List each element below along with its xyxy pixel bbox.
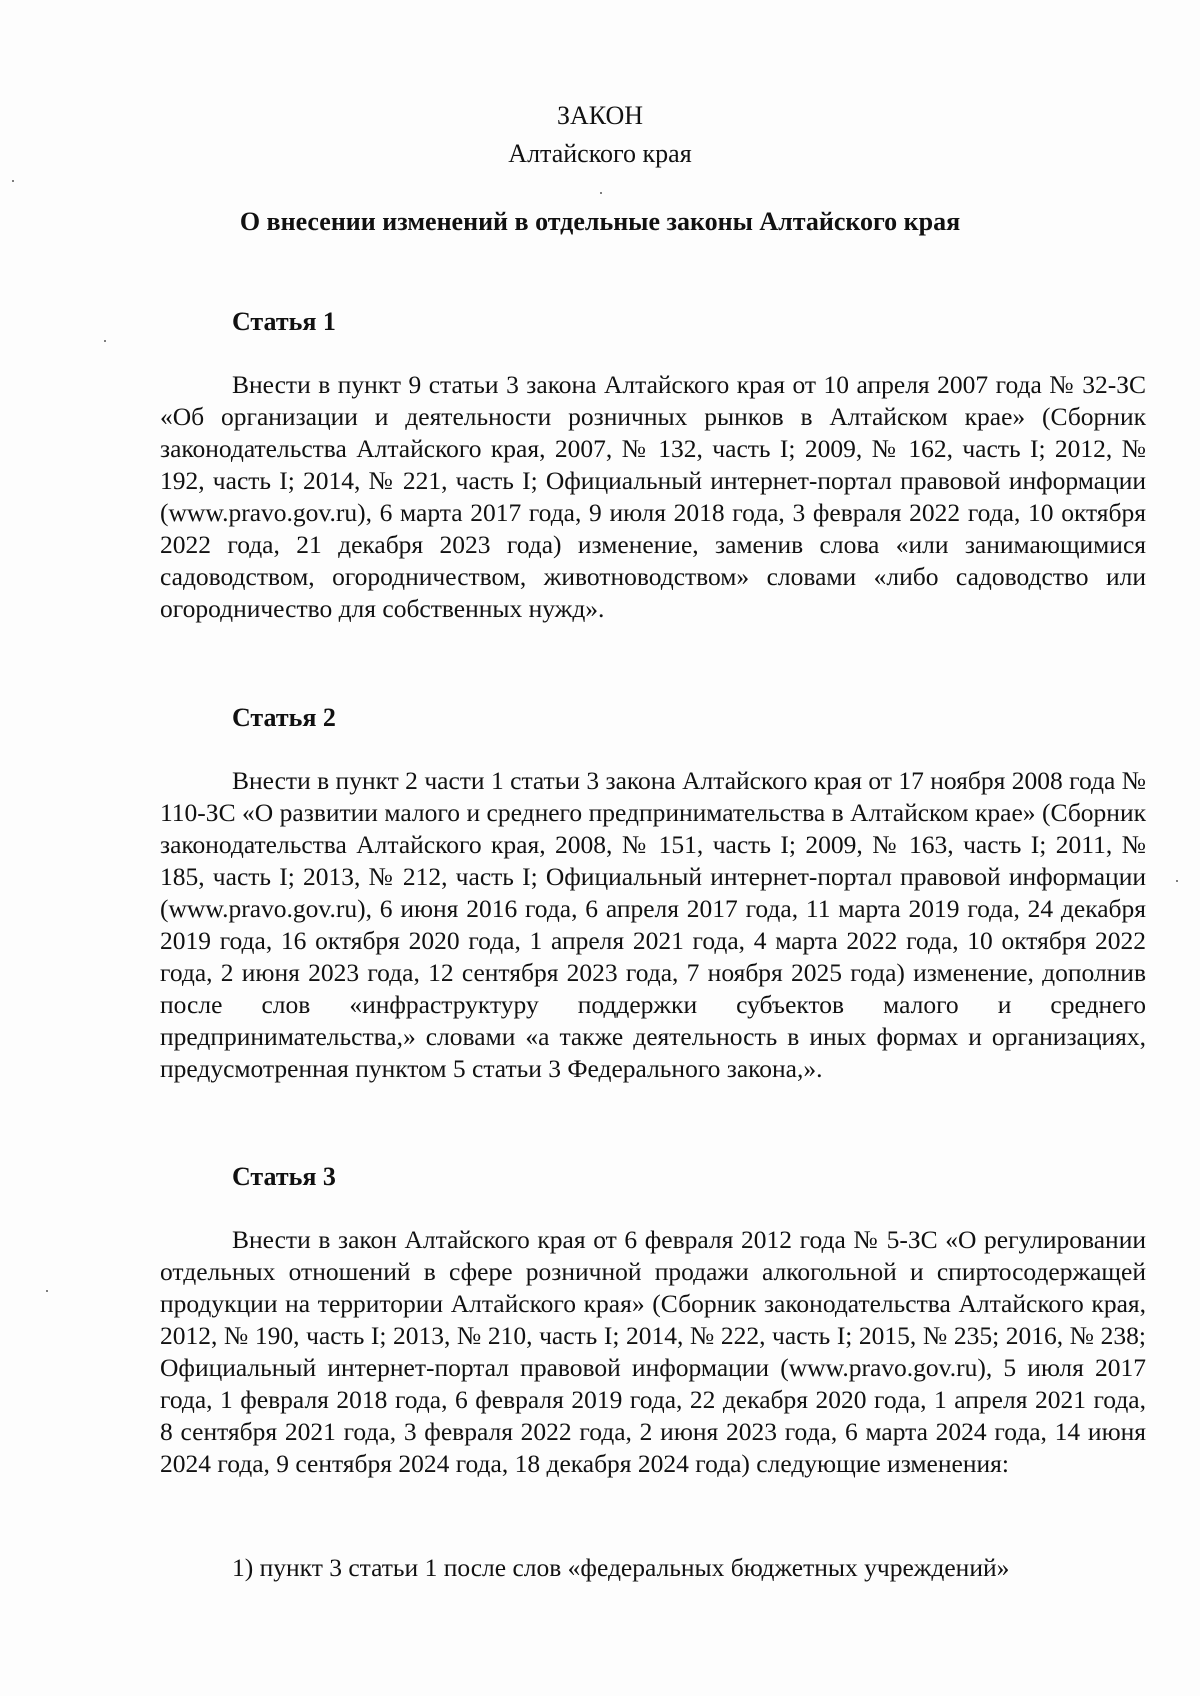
article-3-item-1: 1) пункт 3 статьи 1 после слов «федеральных бюджетных учреждений» <box>232 1553 1010 1582</box>
article-3-text: Внести в закон Алтайского края от 6 февраля 2012 года № 5-ЗС «О регулировании отдельных отношений в сфере розничной продажи алкогольной и спиртосодержащей продукции на территории Алтайского края» (Сборник законодательства Алтайского края, 2012, № 190, часть I; 2013, № 210, часть I; 2014, № 222, часть I; 2015, № 235; 2016, № 238; Официальный интернет-портал правовой информации (www.pravo.gov.ru), 5 июля 2017 года, 1 февраля 2018 года, 6 февраля 2019 года, 22 декабря 2020 года, 1 апреля 2021 года, 8 сентября 2021 года, 3 февраля 2022 года, 2 июня 2023 года, 6 марта 2024 года, 14 июня 2024 года, 9 сентября 2024 года, 18 декабря 2024 года) следующие изменения: <box>160 1225 1146 1478</box>
article-1-text: Внести в пункт 9 статьи 3 закона Алтайского края от 10 апреля 2007 года № 32-ЗС «Об организации и деятельности розничных рынков в Алтайском крае» (Сборник законодательства Алтайского края, 2007, № 132, часть I; 2009, № 162, часть I; 2012, № 192, часть I; 2014, № 221, часть I; Официальный интернет-портал правовой информации (www.pravo.gov.ru), 6 марта 2017 года, 9 июля 2018 года, 3 февраля 2022 года, 10 октября 2022 года, 21 декабря 2023 года) изменение, заменив слова «или занимающимися садоводством, огородничеством, животноводством» словами «либо садоводство или огородничество для собственных нужд». <box>160 370 1146 623</box>
document-region: Алтайского края <box>508 139 692 168</box>
document-type-label: ЗАКОН <box>556 101 644 130</box>
scan-speck <box>46 1290 48 1292</box>
scan-speck <box>600 192 602 194</box>
document-heading: О внесении изменений в отдельные законы Алтайского края <box>239 207 961 236</box>
article-2-title: Статья 2 <box>232 703 336 732</box>
scan-speck <box>1176 880 1178 882</box>
article-2-text: Внести в пункт 2 части 1 статьи 3 закона Алтайского края от 17 ноября 2008 года № 110-ЗС «О развитии малого и среднего предпринимательства в Алтайском крае» (Сборник законодательства Алтайского края, 2008, № 151, часть I; 2009, № 163, часть I; 2011, № 185, часть I; 2013, № 212, часть I; Официальный интернет-портал правовой информации (www.pravo.gov.ru), 6 июня 2016 года, 6 апреля 2017 года, 11 марта 2019 года, 24 декабря 2019 года, 16 октября 2020 года, 1 апреля 2021 года, 4 марта 2022 года, 10 октября 2022 года, 2 июня 2023 года, 12 сентября 2023 года, 7 ноября 2025 года) изменение, дополнив после слов «инфраструктуру поддержки субъектов малого и среднего предпринимательства,» словами «а также деятельность в иных формах и организациях, предусмотренная пунктом 5 статьи 3 Федерального закона,». <box>160 766 1146 1083</box>
scan-speck <box>104 340 106 342</box>
article-1-title: Статья 1 <box>232 307 336 336</box>
scan-speck <box>12 180 14 182</box>
article-3-title: Статья 3 <box>232 1162 336 1191</box>
